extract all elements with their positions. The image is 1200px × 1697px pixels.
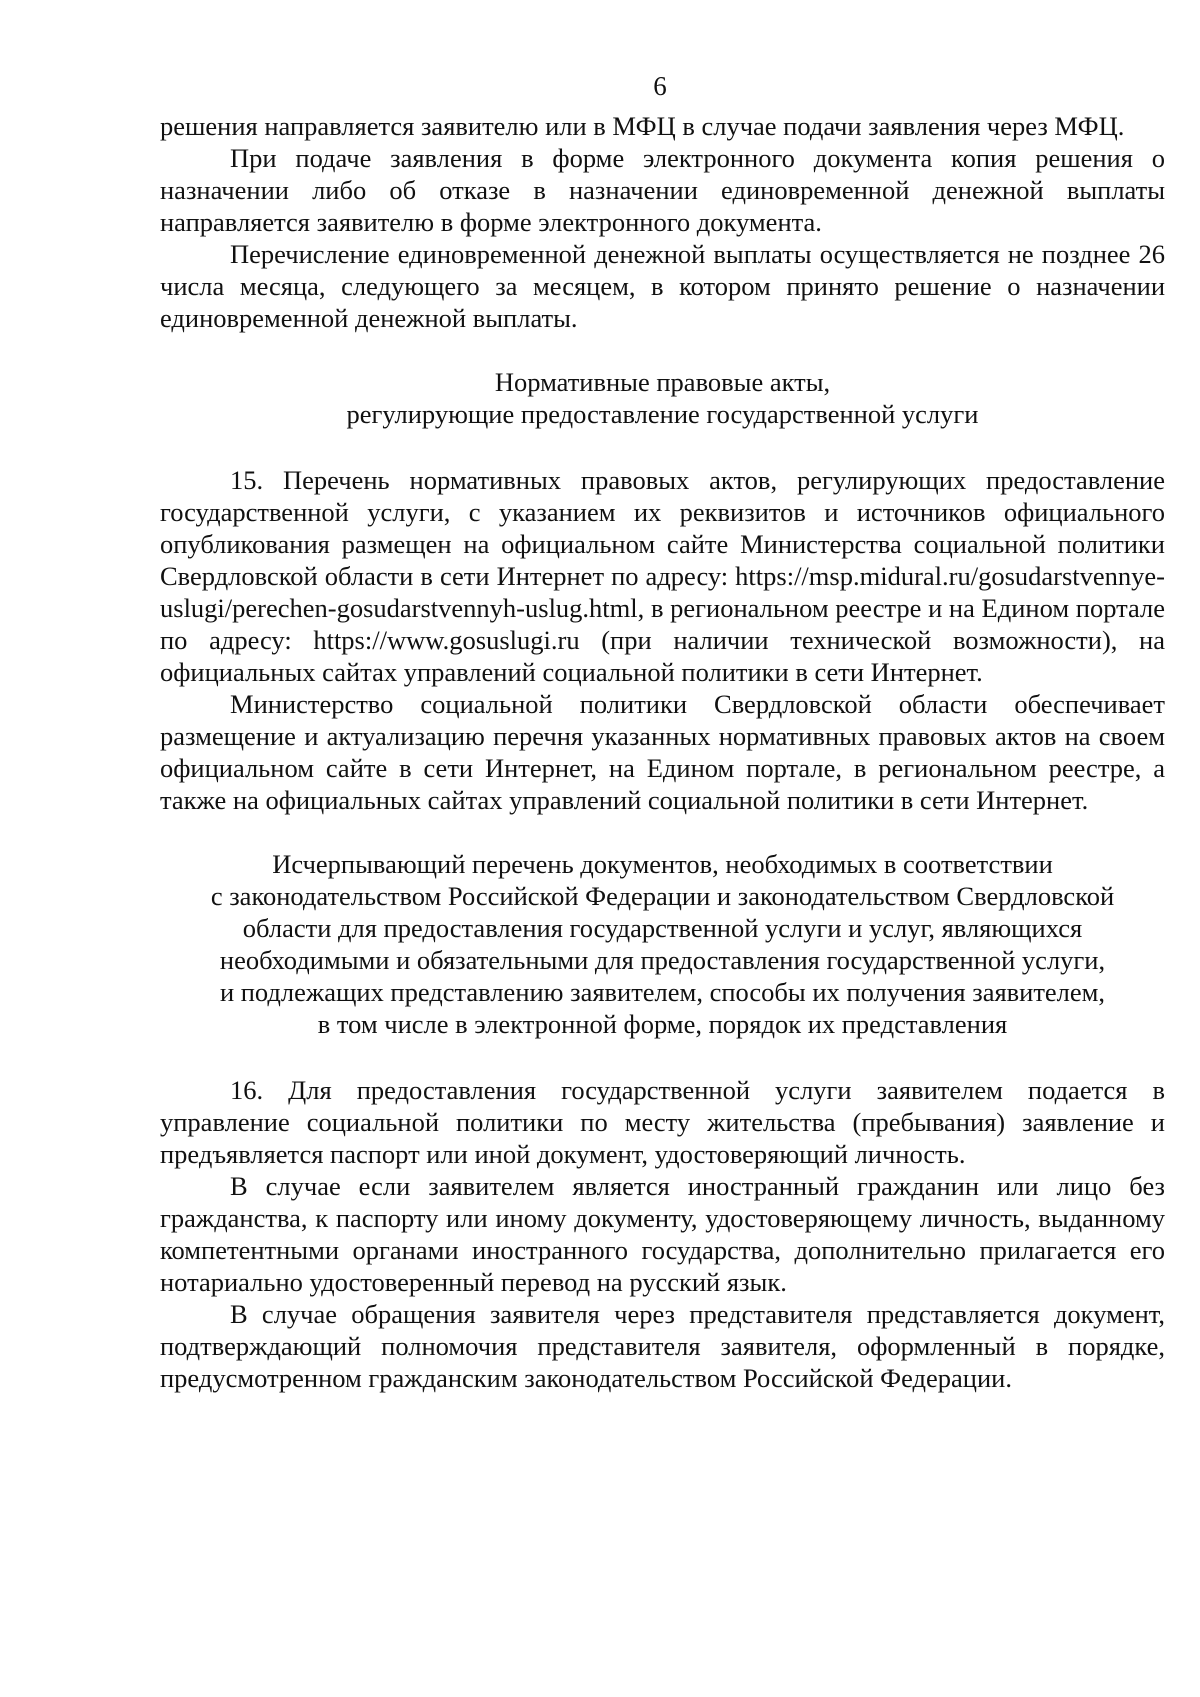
paragraph-representative: В случае обращения заявителя через представителя представляется документ, подтверждающий полномочия представителя заявителя, оформленный в порядке, предусмотренном гражданским законодательством Российской Федерации.: [160, 1299, 1165, 1393]
heading-line: в том числе в электронной форме, порядок их представления: [317, 1009, 1008, 1039]
paragraph-ministry-updates: Министерство социальной политики Свердловской области обеспечивает размещение и актуализацию перечня указанных нормативных правовых актов на своем официальном сайте в сети Интернет, на Едином портале, в региональном реестре, а также на официальных сайтах управлений социальной политики в сети Интернет.: [160, 689, 1165, 815]
paragraph-15-legal-acts-list: 15. Перечень нормативных правовых актов, регулирующих предоставление государственной услуги, с указанием их реквизитов и источников официального опубликования размещен на официальном сайте Министерства социальной политики Свердловской области в сети Интернет по адресу: https://msp.midural.ru/gosudarstvennye-uslugi/perechen-gosudarstvennyh-uslug.html, в региональном реестре и на Едином портале по адресу: https://www.gosuslugi.ru (при наличии технической возможности), на официальных сайтах управлений социальной политики в сети Интернет.: [160, 465, 1165, 687]
heading-line: области для предоставления государственной услуги и услуг, являющихся: [242, 913, 1083, 943]
heading-line: и подлежащих представлению заявителем, способы их получения заявителем,: [219, 977, 1106, 1007]
paragraph-16-application: 16. Для предоставления государственной услуги заявителем подается в управление социальной политики по месту жительства (пребывания) заявление и предъявляется паспорт или иной документ, удостоверяющий личность.: [160, 1075, 1165, 1169]
page-number: 6: [653, 71, 667, 101]
paragraph-payment-transfer: Перечисление единовременной денежной выплаты осуществляется не позднее 26 числа месяца, следующего за месяцем, в котором принято решение о назначении единовременной денежной выплаты.: [160, 239, 1165, 333]
paragraph-decision-sent: решения направляется заявителю или в МФЦ в случае подачи заявления через МФЦ.: [160, 111, 1125, 141]
heading-line: с законодательством Российской Федерации и законодательством Свердловской: [210, 881, 1115, 911]
paragraph-foreign-citizen: В случае если заявителем является иностранный гражданин или лицо без гражданства, к паспорту или иному документу, удостоверяющему личность, выданному компетентными органами иностранного государства, дополнительно прилагается его нотариально удостоверенный перевод на русский язык.: [160, 1171, 1165, 1297]
heading-line: Исчерпывающий перечень документов, необходимых в соответствии: [272, 849, 1053, 879]
heading-line: регулирующие предоставление государственной услуги: [346, 399, 979, 429]
paragraph-electronic-copy: При подаче заявления в форме электронного документа копия решения о назначении либо об отказе в назначении единовременной денежной выплаты направляется заявителю в форме электронного документа.: [160, 143, 1165, 237]
heading-line: необходимыми и обязательными для предоставления государственной услуги,: [219, 945, 1106, 975]
document-body: [160, 110, 1165, 1394]
heading-line: Нормативные правовые акты,: [494, 367, 831, 397]
section-heading-required-documents: [160, 848, 1165, 1040]
section-heading-legal-acts: [160, 366, 1165, 430]
